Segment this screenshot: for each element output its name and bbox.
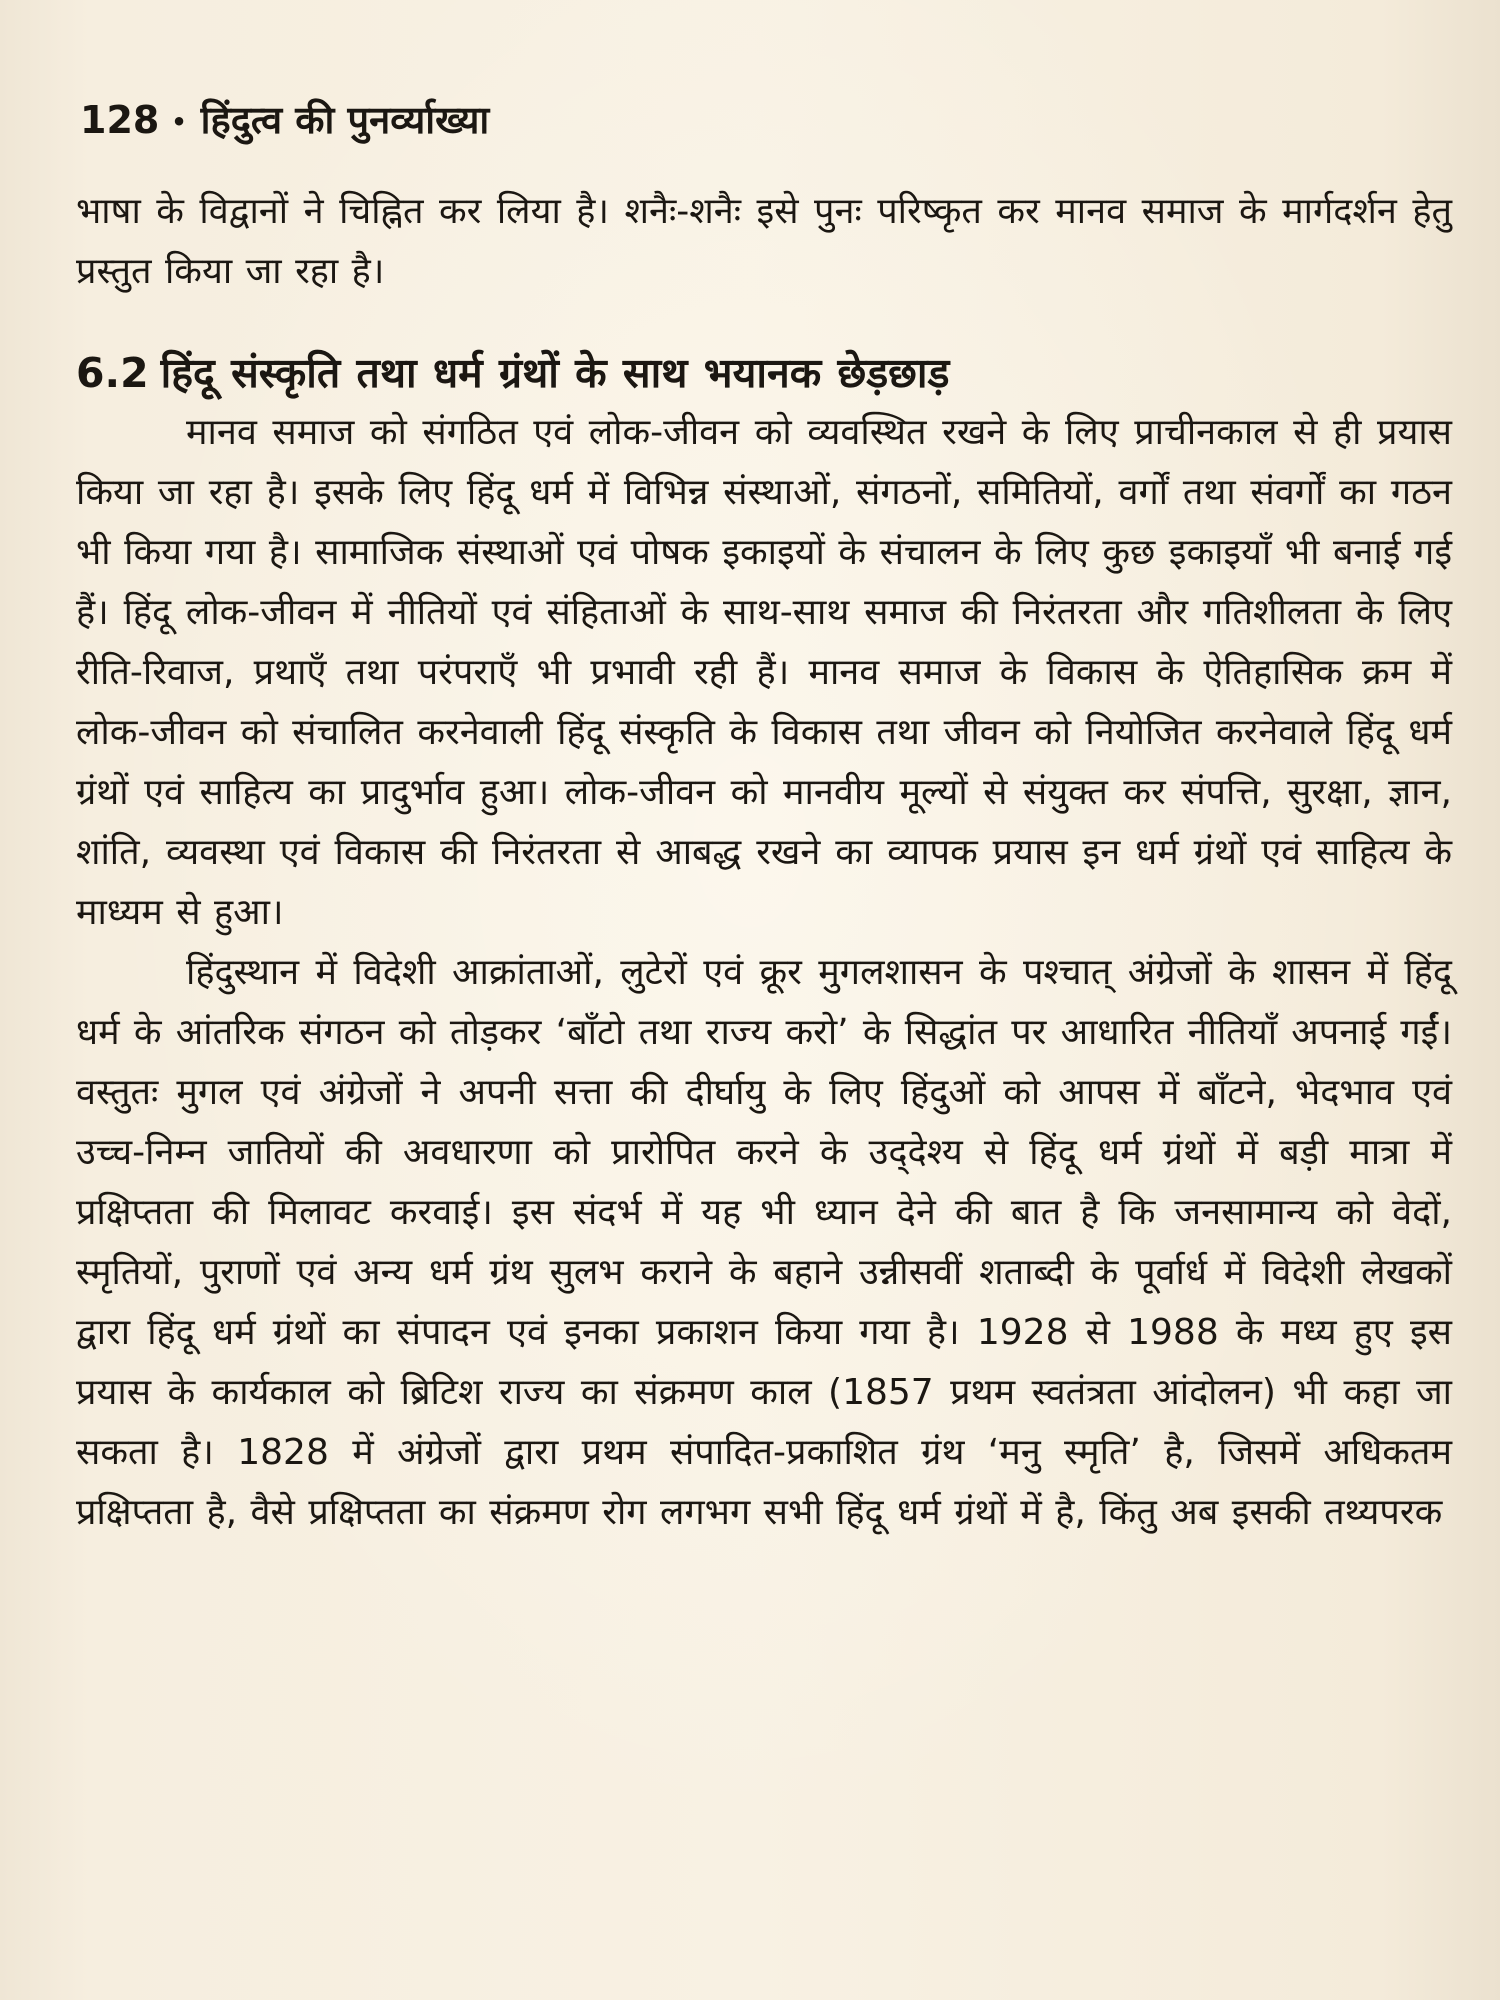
section-heading	[76, 343, 1452, 403]
running-header	[80, 92, 1440, 148]
book-title: हिंदुत्व की पुनर्व्याख्या	[200, 98, 490, 142]
bullet-separator: •	[171, 108, 187, 136]
page-number: 128	[80, 98, 160, 142]
section-title: हिंदू संस्कृति तथा धर्म ग्रंथों के साथ भयानक छेड़छाड़	[160, 349, 950, 397]
paragraph-1: मानव समाज को संगठित एवं लोक-जीवन को व्यवस्थित रखने के लिए प्राचीनकाल से ही प्रयास किया जा रहा है। इसके लिए हिंदू धर्म में विभिन्न संस्थाओं, संगठनों, समितियों, वर्गों तथा संवर्गों का गठन भी किया गया है। सामाजिक संस्थाओं एवं पोषक इकाइयों के संचालन के लिए कुछ इकाइयाँ भी बनाई गई हैं। हिंदू लोक-जीवन में नीतियों एवं संहिताओं के साथ-साथ समाज की निरंतरता और गतिशीलता के लिए रीति-रिवाज, प्रथाएँ तथा परंपराएँ भी प्रभावी रही हैं। मानव समाज के विकास के ऐतिहासिक क्रम में लोक-जीवन को संचालित करनेवाली हिंदू संस्कृति के विकास तथा जीवन को नियोजित करनेवाले हिंदू धर्म ग्रंथों एवं साहित्य का प्रादुर्भाव हुआ। लोक-जीवन को मानवीय मूल्यों से संयुक्त कर संपत्ति, सुरक्षा, ज्ञान, शांति, व्यवस्था एवं विकास की निरंतरता से आबद्ध रखने का व्यापक प्रयास इन धर्म ग्रंथों एवं साहित्य के माध्यम से हुआ।	[76, 412, 1452, 933]
section-number: 6.2	[76, 349, 149, 397]
intro-paragraph: भाषा के विद्वानों ने चिह्नित कर लिया है। शनैः-शनैः इसे पुनः परिष्कृत कर मानव समाज के मार्गदर्शन हेतु प्रस्तुत किया जा रहा है।	[76, 191, 1452, 292]
body-text	[76, 182, 1452, 1543]
paragraph-2: हिंदुस्थान में विदेशी आक्रांताओं, लुटेरों एवं क्रूर मुगलशासन के पश्चात् अंग्रेजों के शासन में हिंदू धर्म के आंतरिक संगठन को तोड़कर ‘बाँटो तथा राज्य करो’ के सिद्धांत पर आधारित नीतियाँ अपनाई गईं। वस्तुतः मुगल एवं अंग्रेजों ने अपनी सत्ता की दीर्घायु के लिए हिंदुओं को आपस में बाँटने, भेदभाव एवं उच्च-निम्न जातियों की अवधारणा को प्रारोपित करने के उद्‌देश्य से हिंदू धर्म ग्रंथों में बड़ी मात्रा में प्रक्षिप्तता की मिलावट करवाई। इस संदर्भ में यह भी ध्यान देने की बात है कि जनसामान्य को वेदों, स्मृतियों, पुराणों एवं अन्य धर्म ग्रंथ सुलभ कराने के बहाने उन्नीसवीं शताब्दी के पूर्वार्ध में विदेशी लेखकों द्वारा हिंदू धर्म ग्रंथों का संपादन एवं इनका प्रकाशन किया गया है। 1928 से 1988 के मध्य हुए इस प्रयास के कार्यकाल को ब्रिटिश राज्य का संक्रमण काल (1857 प्रथम स्वतंत्रता आंदोलन) भी कहा जा सकता है। 1828 में अंग्रेजों द्वारा प्रथम संपादित-प्रकाशित ग्रंथ ‘मनु स्मृति’ है, जिसमें अधिकतम प्रक्षिप्तता है, वैसे प्रक्षिप्तता का संक्रमण रोग लगभग सभी हिंदू धर्म ग्रंथों में है, किंतु अब इसकी तथ्यपरक	[76, 952, 1452, 1533]
